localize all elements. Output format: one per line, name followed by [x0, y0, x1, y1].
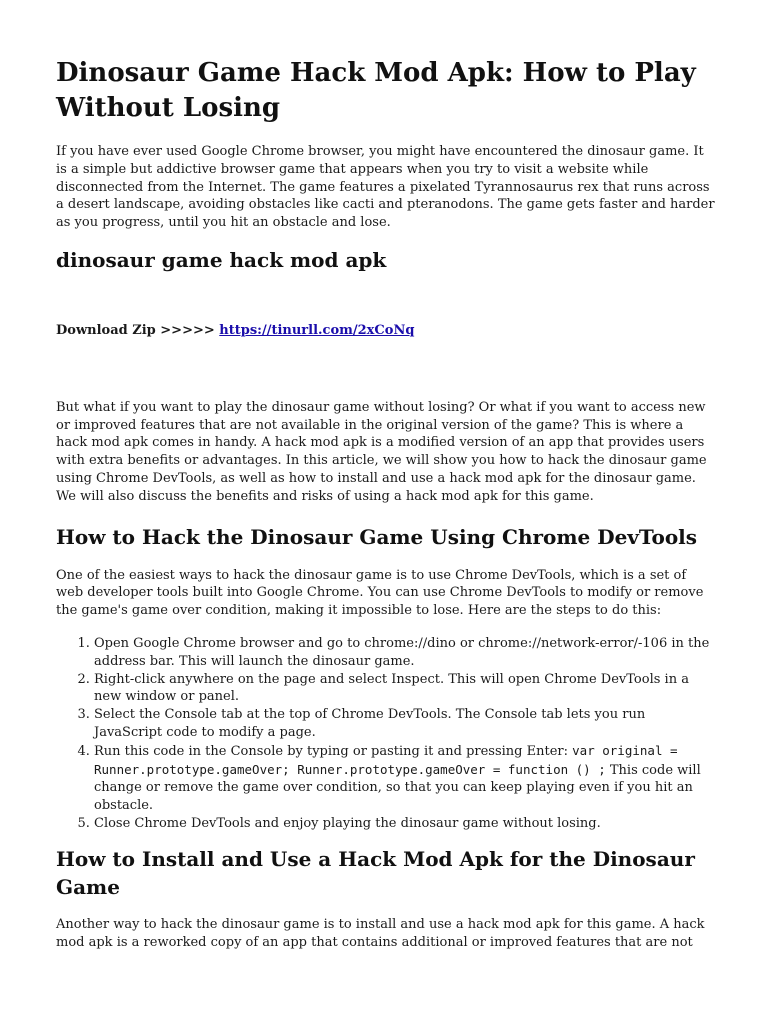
download-line — [56, 322, 716, 340]
step-item: 2. Right-click anywhere on the page and select Inspect. This will open Chrome DevTools in a new window or panel. — [94, 671, 716, 707]
step-item: 5. Close Chrome DevTools and enjoy playing the dinosaur game without losing. — [94, 815, 716, 833]
step4-text-before: Run this code in the Console by typing or pasting it and pressing Enter: — [94, 743, 573, 759]
devtools-paragraph: One of the easiest ways to hack the dinosaur game is to use Chrome DevTools, which is a set of web developer tools built into Google Chrome. You can use Chrome DevTools to modify or remove the game's game over condition, making it impossible to lose. Here are the steps to do this: — [56, 567, 704, 619]
install-heading: How to Install and Use a Hack Mod Apk for the Dinosaur Game — [56, 846, 695, 899]
paragraph-after-download: But what if you want to play the dinosaur game without losing? Or what if you want to access new or improved features that are not available in the original version of the game? This is where a hack mod apk comes in handy. A hack mod apk is a modified version of an app that provides users with extra benefits or advantages. In this article, we will show you how to hack the dinosaur game using Chrome DevTools, as well as how to install and use a hack mod apk for the dinosaur game. We will also discuss the benefits and risks of using a hack mod apk for this game. — [56, 399, 707, 504]
step-item — [94, 742, 716, 815]
intro-paragraph: If you have ever used Google Chrome browser, you might have encountered the dinosaur game. It is a simple but addictive browser game that appears when you try to visit a website while disconnected from the Internet. The game features a pixelated Tyrannosaurus rex that runs across a desert landscape, avoiding obstacles like cacti and pteranodons. The game gets faster and harder as you progress, until you hit an obstacle and lose. — [56, 144, 715, 231]
step-item: 3. Select the Console tab at the top of Chrome DevTools. The Console tab lets you run JavaScript code to modify a page. — [94, 706, 716, 742]
step4-text-after: This code will change or remove the game over condition, so that you can keep playing even if you hit an obstacle. — [94, 762, 701, 814]
devtools-heading: How to Hack the Dinosaur Game Using Chrome DevTools — [56, 524, 698, 549]
install-paragraph: Another way to hack the dinosaur game is to install and use a hack mod apk for this game. A hack mod apk is a reworked copy of an app that contains additional or improved features that are not — [56, 916, 705, 950]
steps-list — [56, 635, 716, 833]
download-link[interactable]: https://tinurll.com/2xCoNq — [219, 322, 415, 338]
step4-code: var original = Runner.prototype.gameOver; Runner.prototype.gameOver = function () ; — [94, 742, 678, 777]
subheading: dinosaur game hack mod apk — [56, 247, 387, 272]
step-item: 1. Open Google Chrome browser and go to chrome://dino or chrome://network-error/-106 in the address bar. This will launch the dinosaur game. — [94, 635, 716, 671]
page-title: Dinosaur Game Hack Mod Apk: How to Play Without Losing — [56, 58, 696, 123]
download-label: Download Zip >>>>> — [56, 322, 220, 338]
